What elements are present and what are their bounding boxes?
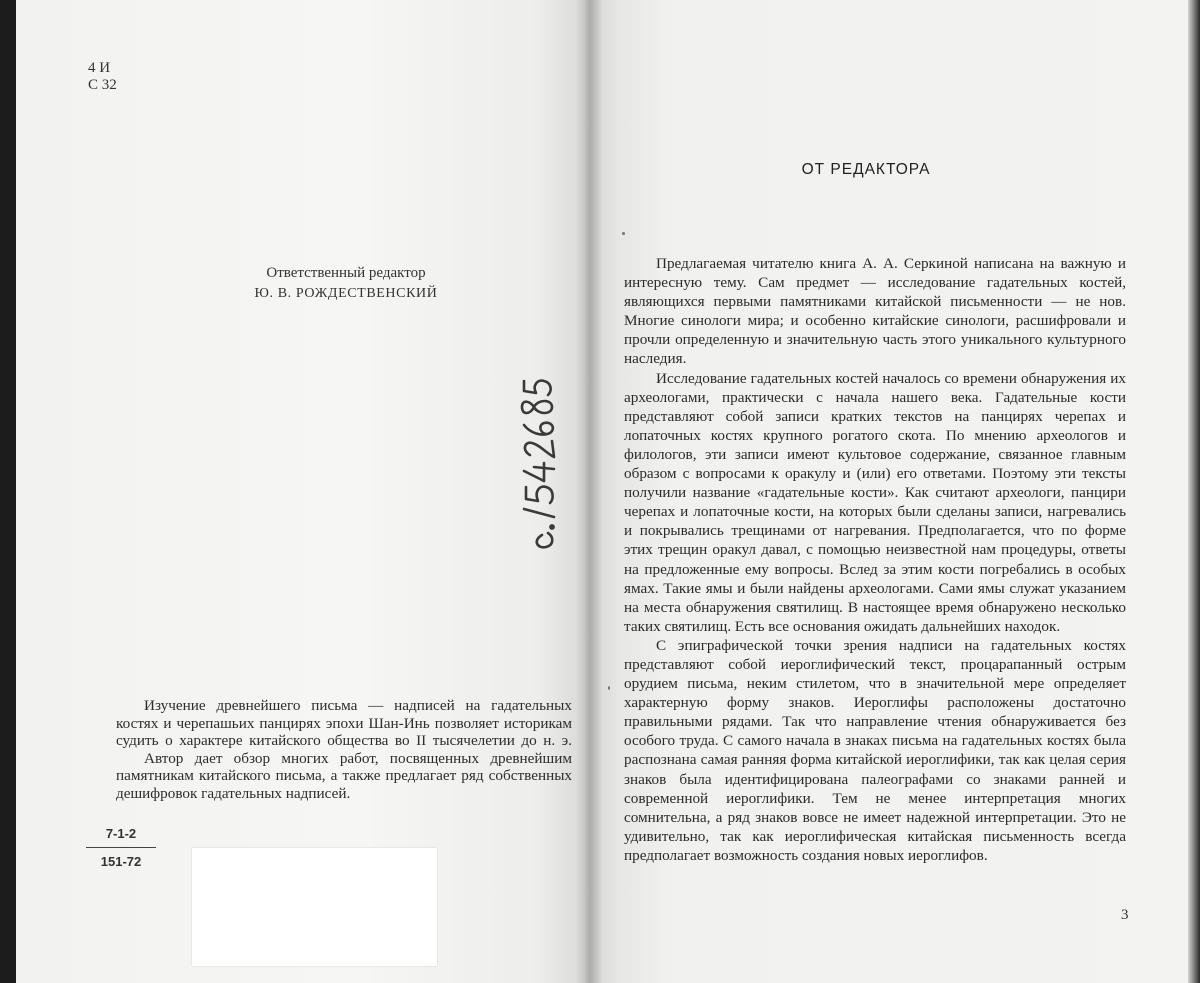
book-annotation [116, 697, 572, 802]
book-gutter-shadow [576, 0, 602, 983]
catalog-code-line: С 32 [88, 77, 117, 93]
publication-index [86, 826, 156, 869]
editor-role: Ответственный редактор [266, 265, 426, 281]
section-heading: ОТ РЕДАКТОРА [801, 161, 931, 178]
blank-library-label [192, 848, 437, 966]
foreword-paragraph: С эпиграфической точки зрения надписи на гадательных костях представляют собой иероглифический текст, процарапанный острым орудием письма, неким стилетом, что в значительной мере определяет характерную форму знаков. Иероглифы расположены достаточно правильными рядами. Так что направление чтения обнаруживается без особого труда. С самого начала в знаках письма на гадательных костях была распознана самая ранняя форма китайской иероглифики, так как целая серия знаков была идентифицирована палеографами со знаками ранней и современной иероглифики. Тем не менее интерпретация многих сомнительна, а ряд знаков вовсе не имеет надежной интерпретации. Это не удивительно, так как иероглифическая китайская письменность всегда предполагает возможность создания новых иероглифов. [624, 636, 1126, 864]
editor-foreword-text [624, 254, 1126, 865]
index-bottom: 151-72 [100, 854, 142, 869]
responsible-editor [196, 263, 496, 305]
scan-edge-shadow [1188, 0, 1200, 983]
handwritten-inventory-number [514, 372, 562, 550]
annotation-paragraph: Изучение древнейшего письма — надписей на гадательных костях и черепашьих панцирях эпохи Шан-Инь позволяет историкам судить о характере китайского общества во II тысячелетии до н. э. [116, 697, 572, 749]
foreword-paragraph: Предлагаемая читателю книга А. А. Серкиной написана на важную и интересную тему. Сам предмет — исследование гадательных костей, являющихся первыми памятниками китайской письменности — не нов. Многие синологи мира; и особенно китайские синологи, расшифровали и прочли определенную и значительную часть этого уникального культурного наследия. [624, 255, 1126, 368]
right-page [586, 0, 1200, 983]
catalog-code-line: 4 И [88, 60, 111, 76]
scan-speck [608, 686, 610, 690]
catalog-code [88, 60, 117, 94]
index-top: 7-1-2 [86, 826, 156, 848]
handwritten-inventory-number-drawing [514, 372, 562, 550]
editor-name: Ю. В. РОЖДЕСТВЕНСКИЙ [254, 286, 438, 301]
foreword-paragraph: Исследование гадательных костей началось со времени обнаружения их археологами, практически с начала нашего века. Гадательные кости представляют собой записи кратких текстов на панцирях черепах и лопаточных костях крупного рогатого скота. По мнению археологов и филологов, эти записи имеют культовое содержание, связанное главным образом с вопросами к оракулу и (или) его ответами. Поэтому эти тексты получили название «гадательные кости». Как считают археологи, панцири черепах и лопаточные кости, на которых были сделаны записи, нагревались и покрывались трещинами от нагревания. Предполагается, что по форме этих трещин оракул давал, с помощью неизвестной нам процедуры, ответы на предложенные ему вопросы. Вслед за этим кости погребались в особых ямах. Такие ямы и были найдены археологами. Сами ямы служат указанием на места обнаружения святилищ. В настоящее время обнаружено несколько таких святилищ. Есть все основания ожидать дальнейших находок. [624, 369, 1126, 635]
left-page [16, 0, 586, 983]
annotation-paragraph: Автор дает обзор многих работ, посвященных древнейшим памятникам китайского письма, а также предлагает ряд собственных дешифровок гадательных надписей. [116, 749, 572, 802]
page-number: 3 [1121, 907, 1129, 923]
scan-speck [622, 232, 625, 235]
